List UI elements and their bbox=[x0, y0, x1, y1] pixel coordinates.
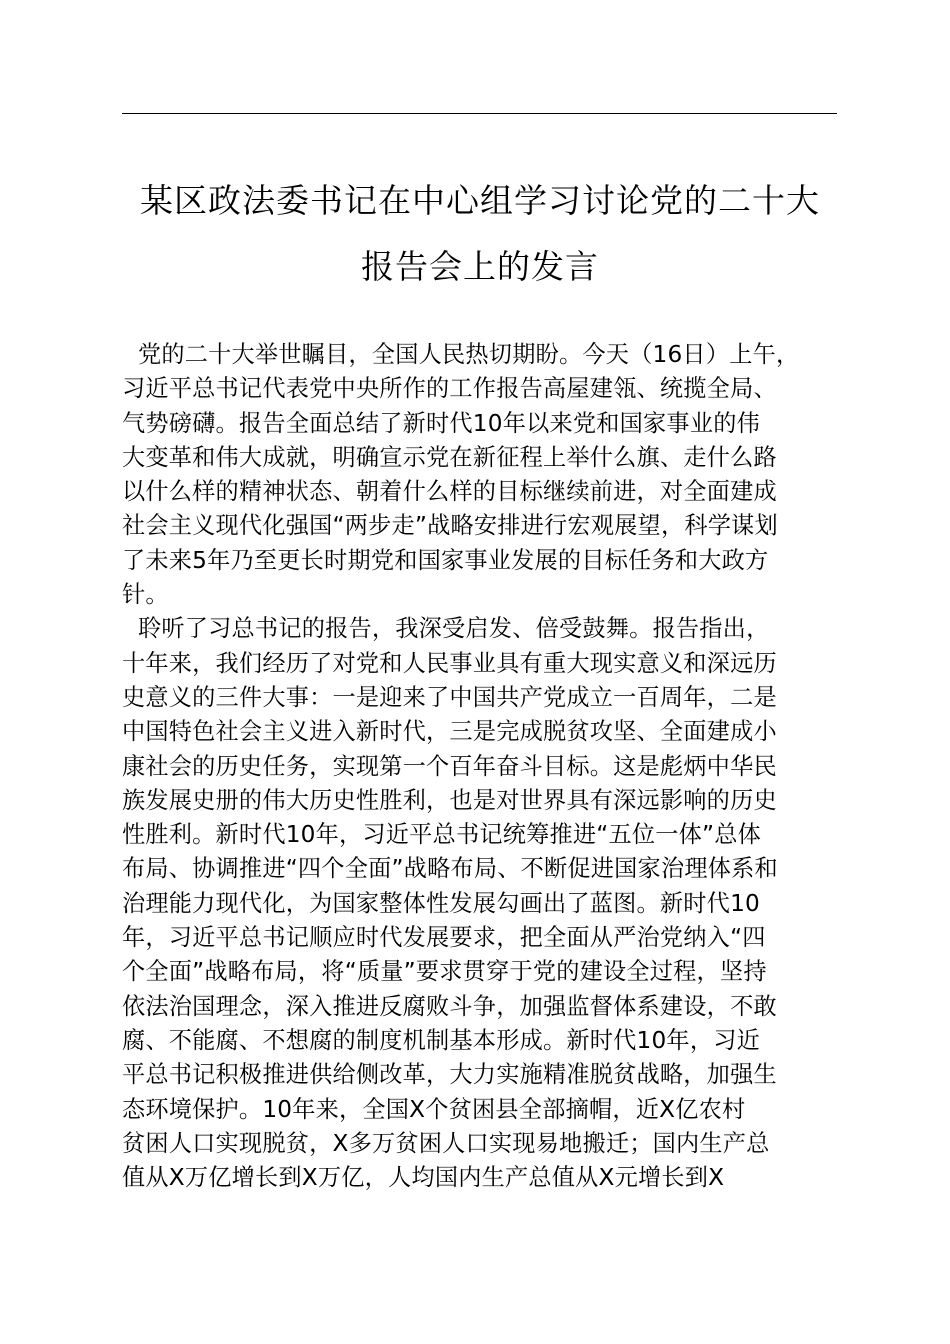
text-line: 党的二十大举世瞩目，全国人民热切期盼。今天（16日）上午， bbox=[138, 341, 800, 368]
document-title bbox=[110, 168, 850, 300]
text-line: 平总书记积极推进供给侧改革，大力实施精准脱贫战略，加强生 bbox=[122, 1061, 777, 1089]
text-line: 康社会的历史任务，实现第一个百年奋斗目标。这是彪炳中华民 bbox=[122, 752, 777, 780]
text-line: 态环境保护。10年来，全国X个贫困县全部摘帽，近X亿农村 bbox=[122, 1095, 746, 1123]
text-line: 个全面”战略布局，将“质量”要求贯穿于党的建设全过程，坚持 bbox=[122, 958, 767, 986]
text-line: 社会主义现代化强国“两步走”战略安排进行宏观展望，科学谋划 bbox=[122, 512, 778, 540]
text-line: 中国特色社会主义进入新时代，三是完成脱贫攻坚、全面建成小 bbox=[122, 718, 777, 746]
text-line: 族发展史册的伟大历史性胜利，也是对世界具有深远影响的历史 bbox=[122, 786, 777, 814]
text-line: 布局、协调推进“四个全面”战略布局、不断促进国家治理体系和 bbox=[122, 855, 778, 883]
text-line: 大变革和伟大成就，明确宣示党在新征程上举什么旗、走什么路 bbox=[122, 443, 777, 471]
text-line: 性胜利。新时代10年，习近平总书记统筹推进“五位一体”总体 bbox=[122, 821, 762, 849]
text-line: 以什么样的精神状态、朝着什么样的目标继续前进，对全面建成 bbox=[122, 478, 777, 506]
text-line: 贫困人口实现脱贫，X多万贫困人口实现易地搬迁；国内生产总 bbox=[122, 1129, 770, 1157]
title-line: 某区政法委书记在中心组学习讨论党的二十大 bbox=[140, 181, 820, 220]
header-rule bbox=[122, 113, 837, 114]
paragraph-2 bbox=[122, 612, 842, 1195]
text-line: 聆听了习总书记的报告，我深受启发、倍受鼓舞。报告指出， bbox=[138, 615, 770, 643]
text-line: 依法治国理念，深入推进反腐败斗争，加强监督体系建设，不敢 bbox=[122, 992, 777, 1020]
text-line: 治理能力现代化，为国家整体性发展勾画出了蓝图。新时代10 bbox=[122, 889, 760, 917]
paragraph-1 bbox=[122, 338, 842, 612]
text-line: 十年来，我们经历了对党和人民事业具有重大现实意义和深远历 bbox=[122, 649, 777, 677]
text-line: 年，习近平总书记顺应时代发展要求，把全面从严治党纳入“四 bbox=[122, 924, 766, 952]
text-line: 习近平总书记代表党中央所作的工作报告高屋建瓴、统揽全局、 bbox=[122, 375, 777, 403]
text-line: 针。 bbox=[122, 581, 169, 609]
text-line: 值从X万亿增长到X万亿，人均国内生产总值从X元增长到X bbox=[122, 1164, 725, 1192]
document-body bbox=[122, 338, 842, 1195]
text-line: 腐、不能腐、不想腐的制度机制基本形成。新时代10年，习近 bbox=[122, 1026, 760, 1054]
title-line: 报告会上的发言 bbox=[361, 247, 599, 286]
text-line: 了未来5年乃至更长时期党和国家事业发展的目标任务和大政方 bbox=[122, 546, 769, 574]
text-line: 史意义的三件大事：一是迎来了中国共产党成立一百周年，二是 bbox=[122, 683, 777, 711]
text-line: 气势磅礴。报告全面总结了新时代10年以来党和国家事业的伟 bbox=[122, 409, 760, 437]
